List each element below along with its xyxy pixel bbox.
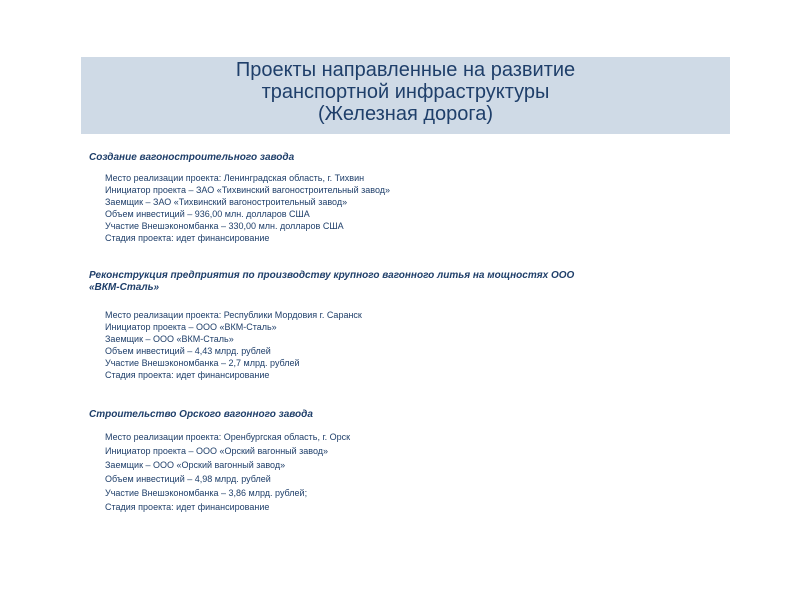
project-stage: Стадия проекта: идет финансирование [105,370,270,380]
project-initiator: Инициатор проекта – ООО «ВКМ-Сталь» [105,322,277,332]
slide [81,57,730,527]
project-investment: Объем инвестиций – 4,98 млрд. рублей [105,474,271,484]
project-veb-participation: Участие Внешэкономбанка – 3,86 млрд. рублей; [105,488,308,498]
project-location: Место реализации проекта: Ленинградская область, г. Тихвин [105,173,365,183]
project-title: Реконструкция предприятия по производству крупного вагонного литья на мощностях ООО [89,270,575,281]
slide-title [81,59,730,125]
project-stage: Стадия проекта: идет финансирование [105,502,270,512]
project-title: Создание вагоностроительного завода [89,152,295,163]
project-veb-participation: Участие Внешэкономбанка – 330,00 млн. долларов США [105,221,344,231]
title-line: транспортной инфраструктуры [261,81,550,103]
project-location: Место реализации проекта: Республики Мордовия г. Саранск [105,310,362,320]
project-title: Строительство Орского вагонного завода [89,409,313,420]
slide-header [81,57,730,134]
project-initiator: Инициатор проекта – ЗАО «Тихвинский вагоностроительный завод» [105,185,391,195]
project-location: Место реализации проекта: Оренбургская область, г. Орск [105,432,351,442]
title-line: (Железная дорога) [317,103,494,125]
project-borrower: Заемщик – ООО «ВКМ-Сталь» [105,334,234,344]
project-investment: Объем инвестиций – 936,00 млн. долларов США [105,209,310,219]
project-stage: Стадия проекта: идет финансирование [105,233,270,243]
project-investment: Объем инвестиций – 4,43 млрд. рублей [105,346,271,356]
project-title-continued: «ВКМ-Сталь» [89,282,160,293]
project-borrower: Заемщик – ООО «Орский вагонный завод» [105,460,286,470]
project-borrower: Заемщик – ЗАО «Тихвинский вагоностроительный завод» [105,197,348,207]
title-line: Проекты направленные на развитие [235,59,576,81]
project-initiator: Инициатор проекта – ООО «Орский вагонный завод» [105,446,329,456]
project-veb-participation: Участие Внешэкономбанка – 2,7 млрд. рублей [105,358,300,368]
